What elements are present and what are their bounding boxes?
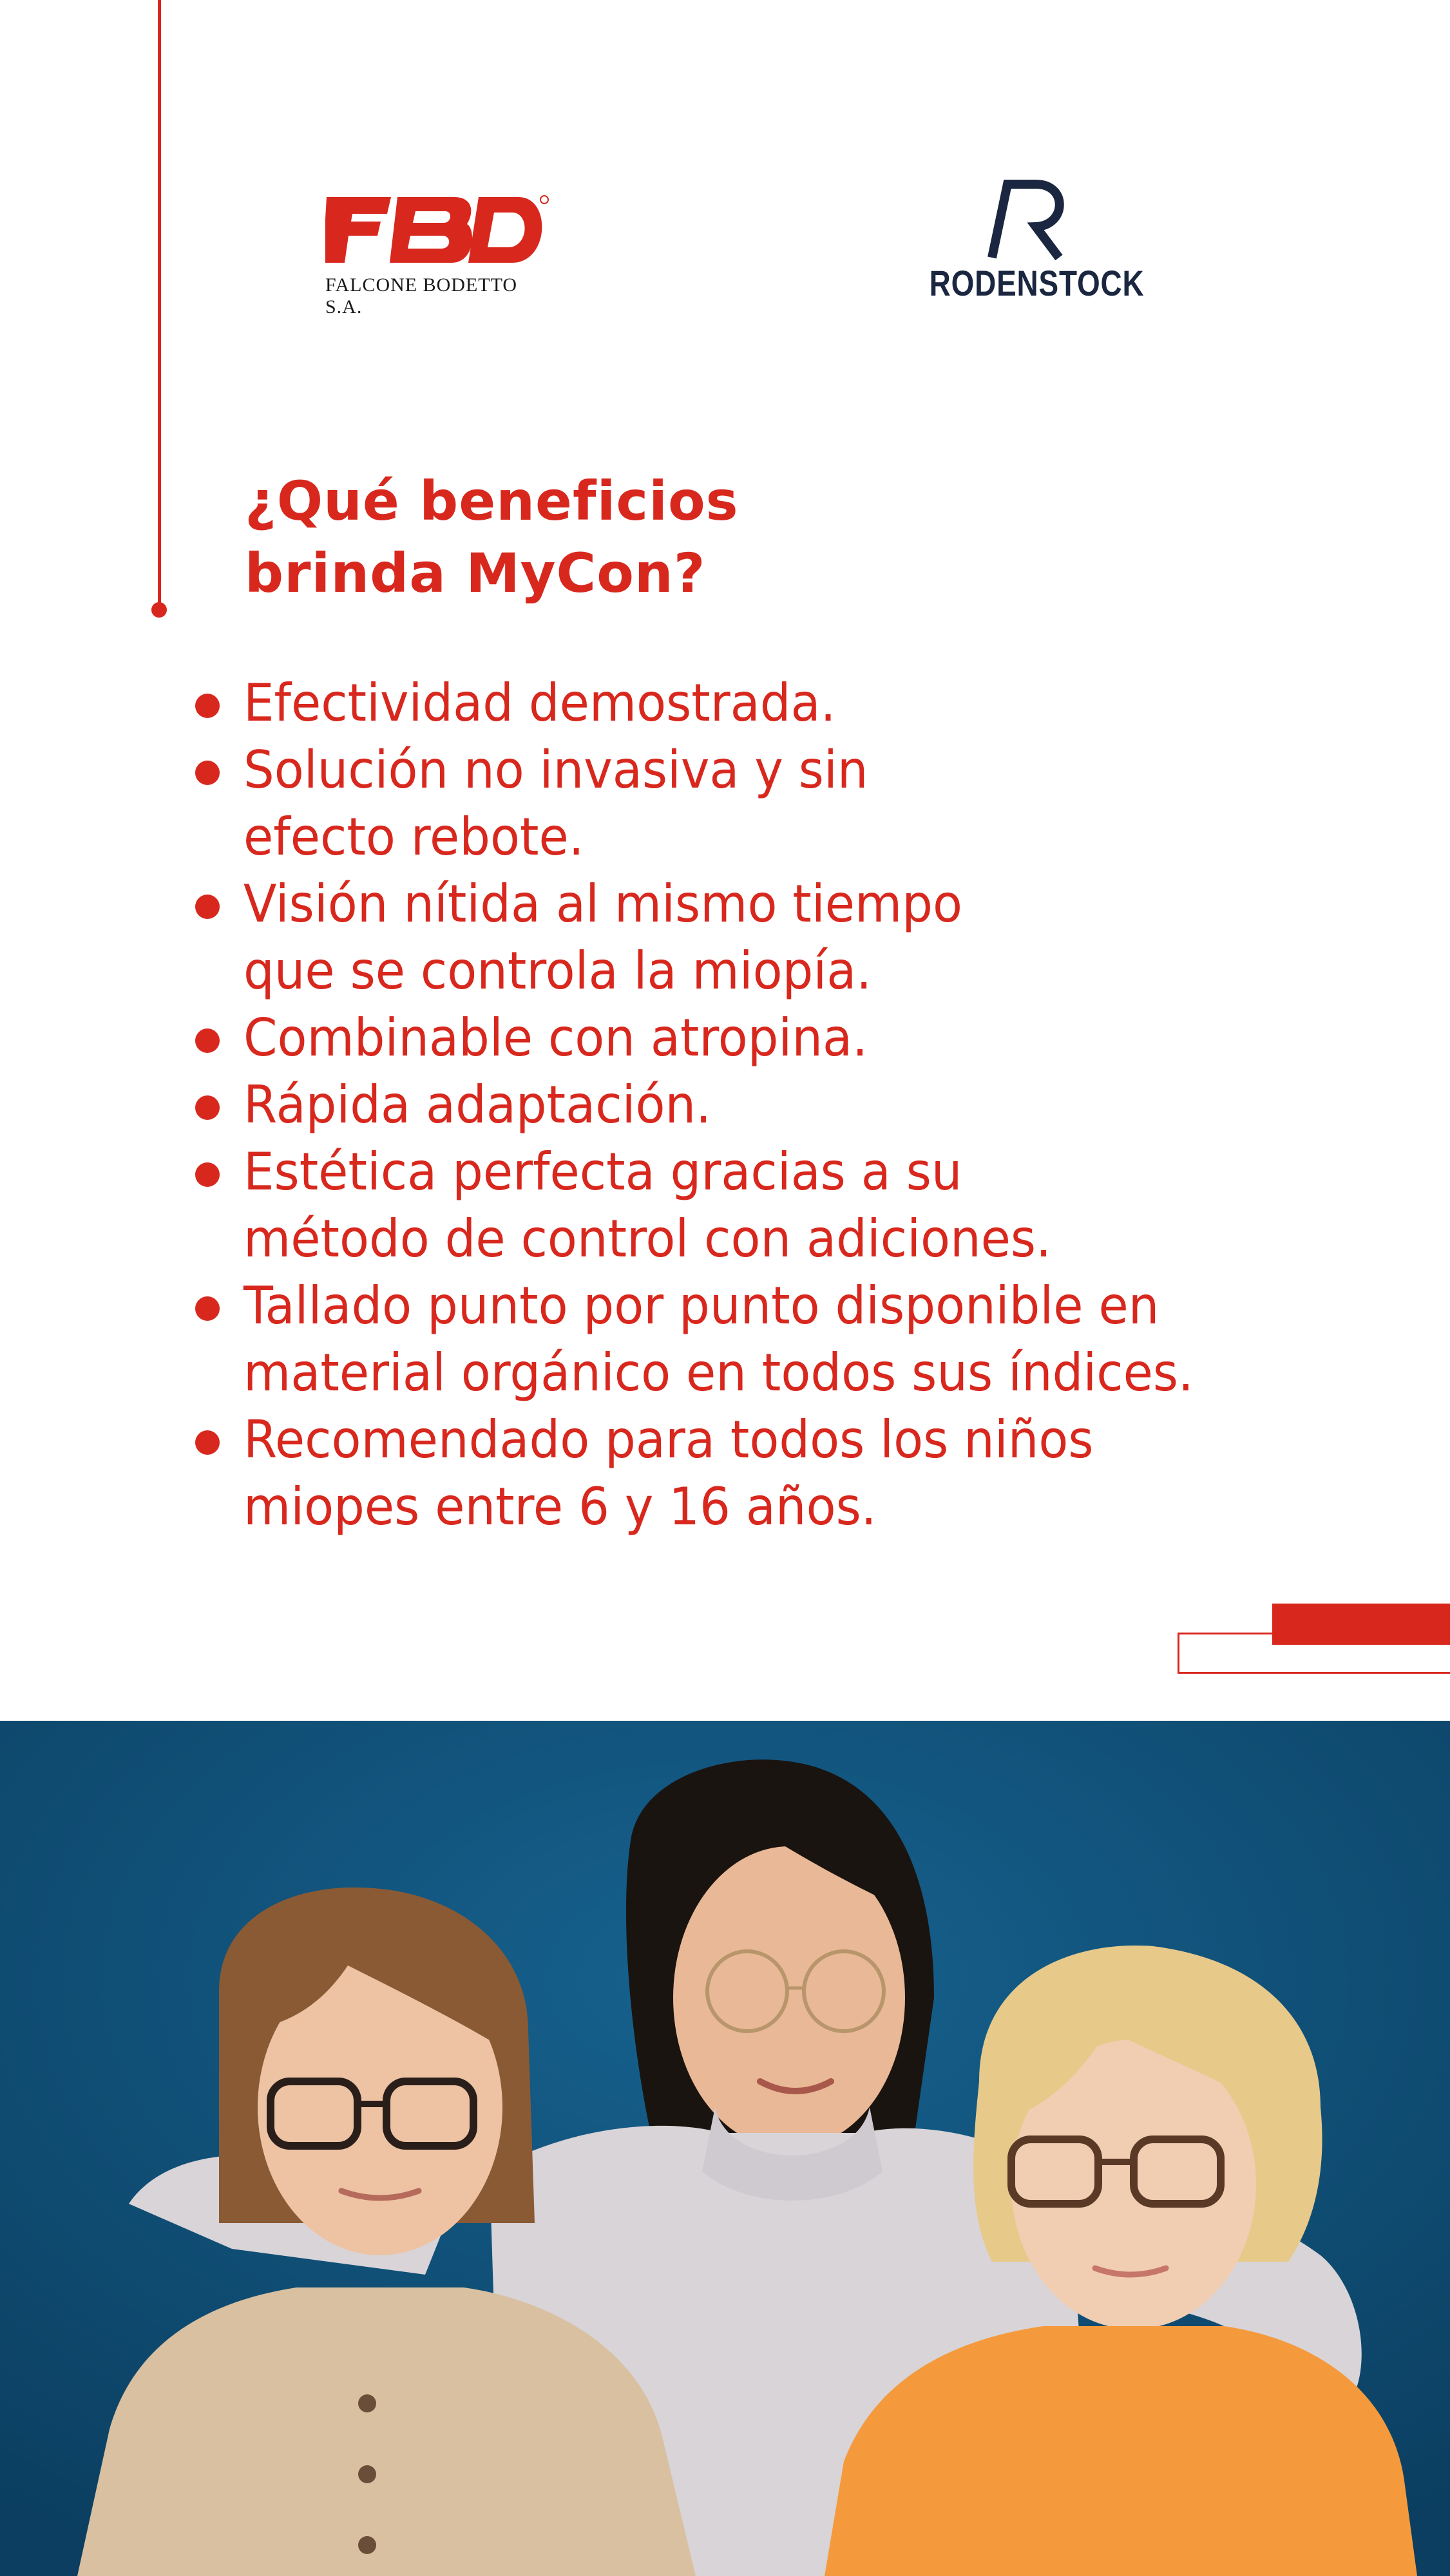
page-title-line-2: brinda MyCon? [245,542,706,605]
benefit-item [193,1273,1417,1406]
decorative-line-dot [151,602,167,618]
benefit-text-line: que se controla la miopía. [243,941,872,1001]
rodenstock-r-mark [910,175,1129,262]
benefit-text-line: Tallado punto por punto disponible en [243,1276,1159,1336]
benefit-text-line: miopes entre 6 y 16 años. [243,1477,877,1537]
benefit-item [193,1406,1417,1540]
benefit-text-line: material orgánico en todos sus índices. [243,1343,1194,1403]
bullet-dot [195,1430,220,1455]
bullet-dot [195,694,220,718]
page-title [245,465,1082,609]
benefits-list [193,670,1417,1540]
benefit-item [193,1005,1417,1072]
benefit-text-line: Recomendado para todos los niños [243,1410,1094,1470]
bullet-dot [195,895,220,919]
bullet-dot [195,1162,220,1187]
benefit-text-line: método de control con adiciones. [243,1209,1052,1269]
benefit-text-line: efecto rebote. [243,807,584,867]
benefit-text-line: Solución no invasiva y sin [243,740,868,800]
fbd-logo [325,192,551,317]
benefit-text-line: Estética perfecta gracias a su [243,1142,962,1202]
benefit-text-line: Combinable con atropina. [243,1008,868,1068]
bullet-dot [195,1028,220,1053]
fbd-logo-mark [325,192,551,269]
rodenstock-wordmark: RODENSTOCK [929,263,1145,303]
rodenstock-logo [910,175,1145,310]
decorative-vertical-line [158,0,161,609]
fbd-logo-subtitle: FALCONE BODETTO S.A. [325,274,518,317]
benefit-item [193,1072,1417,1139]
benefit-item [193,670,1417,737]
page-title-line-1: ¿Qué beneficios [245,469,739,533]
bullet-dot [195,1296,220,1321]
benefit-item [193,737,1417,871]
benefit-text-line: Rápida adaptación. [243,1075,712,1135]
bullet-dot [195,761,220,785]
benefit-item [193,871,1417,1005]
benefit-text-line: Visión nítida al mismo tiempo [243,874,963,934]
children-with-glasses-photo [0,1721,1450,2576]
decorative-outline-bar [1178,1633,1450,1674]
benefit-text-line: Efectividad demostrada. [243,673,836,733]
benefit-item [193,1139,1417,1273]
bullet-dot [195,1095,220,1120]
photo-illustration [0,1721,1450,2576]
